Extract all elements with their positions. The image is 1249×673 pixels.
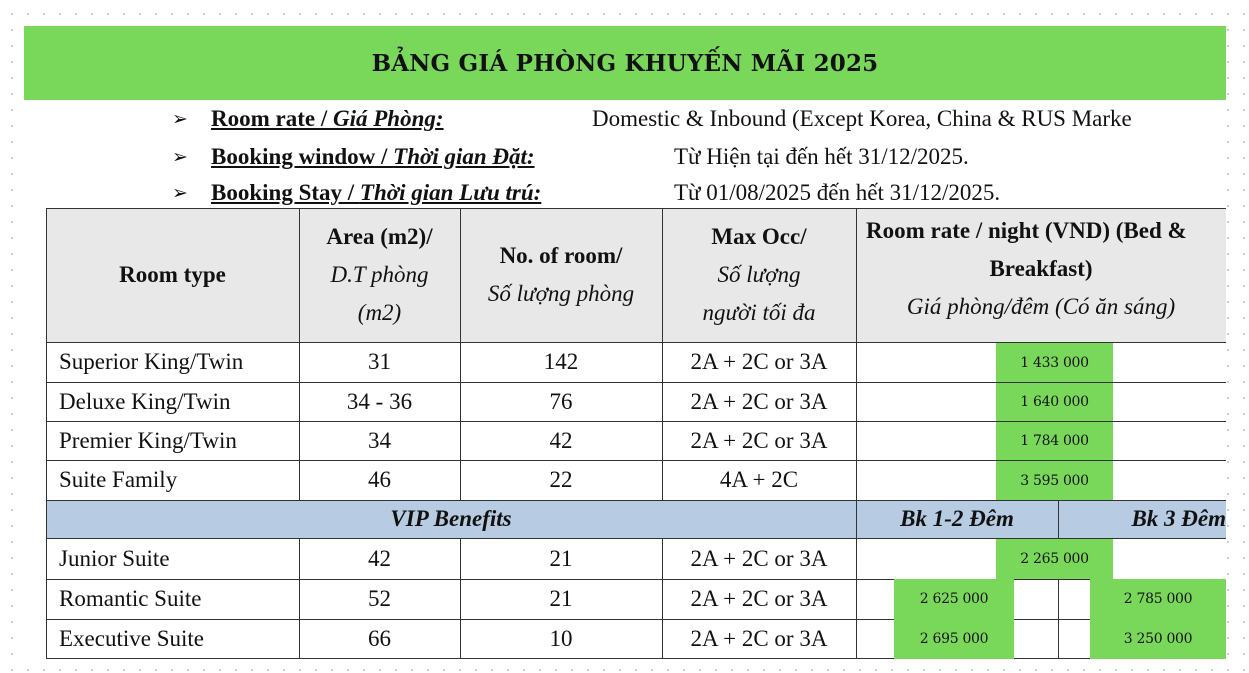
price-bk-3-cell: 2 785 000 <box>1090 579 1226 619</box>
header-room-type: Room type <box>119 262 226 287</box>
header-room-rate: Room rate / night (VND) (Bed & Breakfast) Giá phòng/đêm (Có ăn sáng) <box>866 218 1187 319</box>
price-cell: 2 265 000 <box>996 539 1113 579</box>
rooms-cell: 21 <box>549 586 573 611</box>
rooms-cell: 10 <box>549 625 573 651</box>
page-title: BẢNG GIÁ PHÒNG KHUYẾN MÃI 2025 <box>24 26 1226 100</box>
area-cell: 42 <box>368 545 391 571</box>
room-type-cell: Junior Suite <box>59 545 170 571</box>
occ-cell: 2A + 2C or 3A <box>690 349 828 374</box>
occ-cell: 2A + 2C or 3A <box>690 625 828 651</box>
room-type-cell: Premier King/Twin <box>59 427 237 453</box>
area-cell: 66 <box>368 625 391 651</box>
info-booking-stay <box>24 176 1226 210</box>
rooms-cell: 76 <box>549 388 573 414</box>
room-type-cell: Executive Suite <box>59 625 204 651</box>
vip-benefits-label: VIP Benefits <box>390 506 512 531</box>
area-cell: 31 <box>368 349 391 374</box>
booking-window-value: Từ Hiện tại đến hết 31/12/2025. <box>674 144 969 169</box>
vip-bk-1-2-nights-header: Bk 1-2 Đêm <box>900 506 1014 531</box>
bullet-arrow-icon: ➢ <box>172 146 188 168</box>
bullet-arrow-icon: ➢ <box>172 182 188 204</box>
price-cell: 1 640 000 <box>996 383 1113 421</box>
price-bk-3-cell: 3 250 000 <box>1090 619 1226 659</box>
occ-cell: 2A + 2C or 3A <box>690 427 828 453</box>
area-cell: 52 <box>368 586 391 611</box>
price-cell: 1 784 000 <box>996 422 1113 460</box>
occ-cell: 2A + 2C or 3A <box>690 388 828 414</box>
occ-cell: 4A + 2C <box>719 467 799 492</box>
rooms-cell: 22 <box>549 467 573 492</box>
booking-window-label: Booking window / Thời gian Đặt: <box>211 144 535 169</box>
rooms-cell: 21 <box>549 545 573 571</box>
header-rooms: No. of room/ Số lượng phòng <box>487 243 635 306</box>
booking-stay-label: Booking Stay / Thời gian Lưu trú: <box>211 180 542 205</box>
room-type-cell: Romantic Suite <box>59 586 202 611</box>
price-bk-1-2-cell: 2 695 000 <box>894 619 1014 659</box>
room-type-cell: Suite Family <box>59 467 178 492</box>
occ-cell: 2A + 2C or 3A <box>690 586 828 611</box>
booking-stay-value: Từ 01/08/2025 đến hết 31/12/2025. <box>674 180 1001 205</box>
header-max-occ: Max Occ/ Số lượng người tối đa <box>702 224 816 325</box>
vip-bk-3-nights-header: Bk 3 Đêm <box>1131 506 1226 531</box>
occ-cell: 2A + 2C or 3A <box>690 545 828 571</box>
price-cell: 1 433 000 <box>996 343 1113 382</box>
bullet-arrow-icon: ➢ <box>172 108 188 130</box>
rooms-cell: 42 <box>549 427 573 453</box>
room-rate-label: Room rate / Giá Phòng: <box>211 106 444 131</box>
area-cell: 46 <box>368 467 391 492</box>
area-cell: 34 - 36 <box>346 388 413 414</box>
price-bk-1-2-cell: 2 625 000 <box>894 579 1014 619</box>
price-sheet <box>24 22 1226 666</box>
info-booking-window <box>24 140 1226 174</box>
room-type-cell: Superior King/Twin <box>59 349 244 374</box>
price-cell: 3 595 000 <box>996 461 1113 500</box>
header-area: Area (m2)/ D.T phòng (m2) <box>326 224 433 325</box>
room-type-cell: Deluxe King/Twin <box>59 388 231 414</box>
room-rate-value: Domestic & Inbound (Except Korea, China & RUS Marke <box>592 106 1132 131</box>
rooms-cell: 142 <box>543 349 579 374</box>
info-room-rate <box>24 102 1226 136</box>
area-cell: 34 <box>368 427 391 453</box>
